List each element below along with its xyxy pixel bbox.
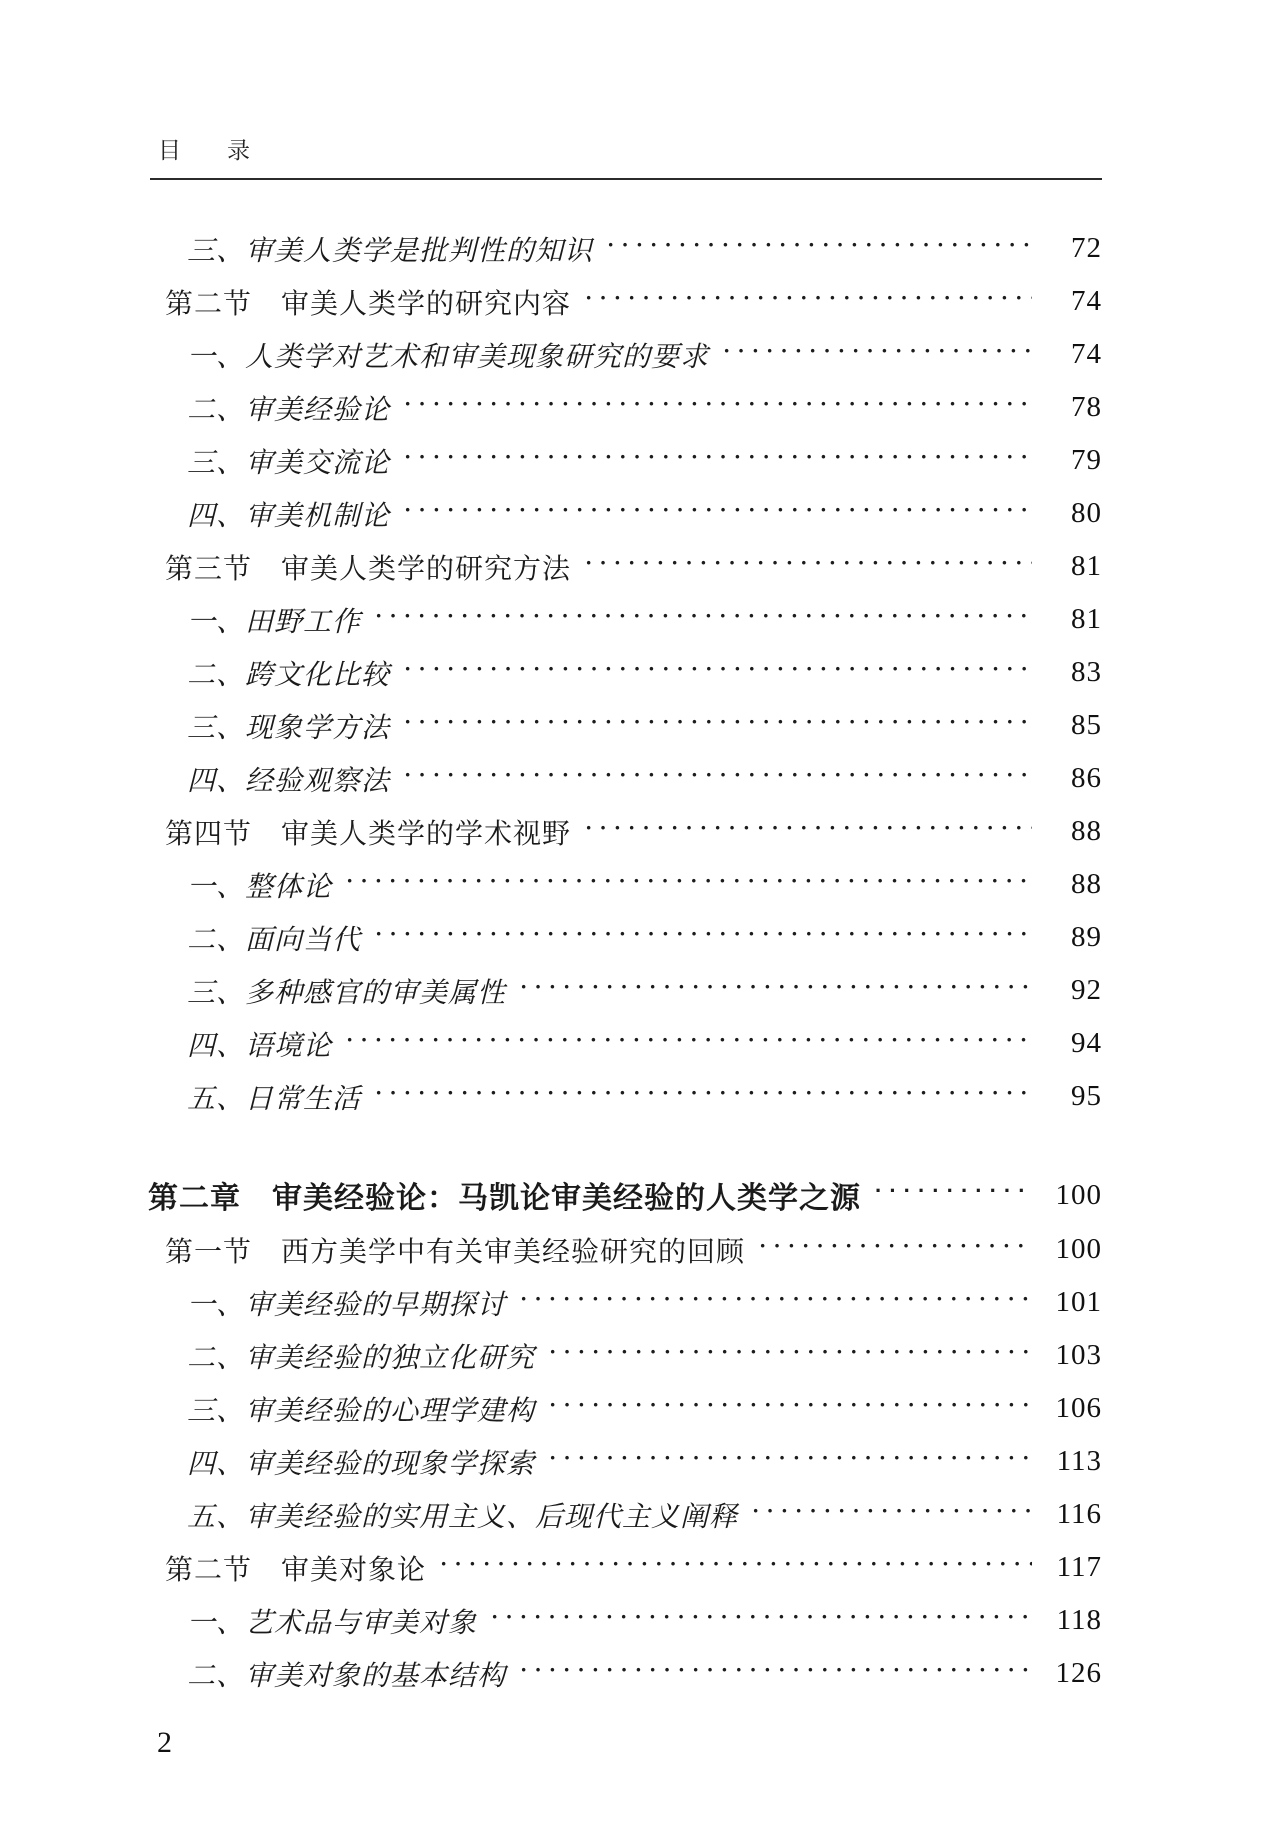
toc-entry (148, 1647, 1102, 1700)
toc-entry-title: 一、审美经验的早期探讨 (187, 1289, 507, 1321)
dot-leader (375, 1082, 1032, 1104)
toc-entry-title: 五、日常生活 (187, 1083, 362, 1115)
toc-entry-title: 第二节 审美人类学的研究内容 (165, 288, 572, 320)
toc-entry-page-number: 95 (1071, 1080, 1102, 1112)
toc-entry (148, 1488, 1102, 1541)
toc-entry (148, 1435, 1102, 1488)
toc-entry-title: 一、人类学对艺术和审美现象研究的要求 (187, 341, 710, 373)
toc-entry-page-number: 118 (1056, 1604, 1102, 1636)
toc-entry-page-number: 116 (1056, 1498, 1102, 1530)
dot-leader (585, 817, 1032, 839)
dot-leader (520, 976, 1032, 998)
toc-entry (148, 805, 1102, 858)
toc-entry (148, 1276, 1102, 1329)
dot-leader (375, 605, 1032, 627)
toc-entry-page-number: 106 (1055, 1392, 1102, 1424)
dot-leader (585, 552, 1032, 574)
running-header-title: 目录 (158, 138, 296, 163)
dot-leader (346, 870, 1032, 892)
toc-entry (148, 1070, 1102, 1123)
toc-entry-page-number: 74 (1071, 285, 1102, 317)
toc-entry (148, 964, 1102, 1017)
toc-entry (148, 858, 1102, 911)
toc-entry-page-number: 86 (1071, 762, 1102, 794)
toc-entry (148, 593, 1102, 646)
toc-entry (148, 1167, 1102, 1223)
dot-leader (491, 1606, 1032, 1628)
dot-leader (549, 1341, 1032, 1363)
toc-entry-page-number: 100 (1055, 1178, 1102, 1211)
toc-entry (148, 540, 1102, 593)
toc-entry-title: 第二章 审美经验论：马凯论审美经验的人类学之源 (148, 1182, 861, 1215)
toc-entry-page-number: 126 (1055, 1657, 1102, 1689)
toc-entry-page-number: 94 (1071, 1027, 1102, 1059)
toc-entry-title: 二、跨文化比较 (187, 659, 391, 691)
toc-entry (148, 1382, 1102, 1435)
toc-entry-title: 三、多种感官的审美属性 (187, 977, 507, 1009)
toc-entry-page-number: 79 (1071, 444, 1102, 476)
toc-entry (148, 328, 1102, 381)
dot-leader (404, 446, 1032, 468)
toc-entry-title: 第四节 审美人类学的学术视野 (165, 818, 572, 850)
toc-entry-title: 三、审美经验的心理学建构 (187, 1395, 536, 1427)
dot-leader (723, 340, 1032, 362)
toc-entry-title: 三、现象学方法 (187, 712, 391, 744)
toc-entry-page-number: 80 (1071, 497, 1102, 529)
dot-leader (440, 1553, 1032, 1575)
dot-leader (404, 658, 1032, 680)
dot-leader (875, 1180, 1032, 1202)
toc-entry-title: 二、面向当代 (187, 924, 362, 956)
toc-entry-page-number: 88 (1071, 815, 1102, 847)
toc-entry (148, 1329, 1102, 1382)
toc-entry-page-number: 78 (1071, 391, 1102, 423)
dot-leader (404, 711, 1032, 733)
toc-entry-page-number: 103 (1055, 1339, 1102, 1371)
toc-entry-title: 四、语境论 (187, 1030, 333, 1062)
toc-entry-page-number: 89 (1071, 921, 1102, 953)
toc-entry-title: 第三节 审美人类学的研究方法 (165, 553, 572, 585)
dot-leader (404, 764, 1032, 786)
toc-entry-page-number: 83 (1071, 656, 1102, 688)
toc-list (148, 222, 1102, 1700)
toc-entry-title: 一、整体论 (187, 871, 333, 903)
toc-entry-page-number: 113 (1056, 1445, 1102, 1477)
dot-leader (585, 287, 1032, 309)
toc-entry (148, 646, 1102, 699)
toc-entry-page-number: 117 (1056, 1551, 1102, 1583)
toc-entry-title: 第一节 西方美学中有关审美经验研究的回顾 (165, 1236, 746, 1268)
toc-entry-title: 三、审美交流论 (187, 447, 391, 479)
toc-entry (148, 752, 1102, 805)
toc-entry-page-number: 101 (1055, 1286, 1102, 1318)
toc-entry-title: 五、审美经验的实用主义、后现代主义阐释 (187, 1501, 739, 1533)
toc-entry-page-number: 72 (1071, 232, 1102, 264)
toc-entry-title: 一、艺术品与审美对象 (187, 1607, 478, 1639)
dot-leader (752, 1500, 1032, 1522)
dot-leader (404, 393, 1032, 415)
toc-entry (148, 381, 1102, 434)
toc-entry-title: 四、经验观察法 (187, 765, 391, 797)
toc-entry (148, 1017, 1102, 1070)
toc-entry (148, 434, 1102, 487)
dot-leader (607, 234, 1032, 256)
dot-leader (549, 1394, 1032, 1416)
toc-entry-page-number: 100 (1055, 1233, 1102, 1265)
toc-entry-title: 二、审美对象的基本结构 (187, 1660, 507, 1692)
toc-entry (148, 699, 1102, 752)
toc-entry-title: 第二节 审美对象论 (165, 1554, 427, 1586)
toc-entry-title: 三、审美人类学是批判性的知识 (187, 235, 594, 267)
toc-entry (148, 1594, 1102, 1647)
toc-entry-title: 四、审美机制论 (187, 500, 391, 532)
dot-leader (346, 1029, 1032, 1051)
toc-entry-page-number: 81 (1071, 603, 1102, 635)
folio-page-number: 2 (157, 1726, 172, 1759)
dot-leader (759, 1235, 1032, 1257)
toc-entry-title: 四、审美经验的现象学探索 (187, 1448, 536, 1480)
dot-leader (375, 923, 1032, 945)
toc-entry (148, 275, 1102, 328)
toc-entry-page-number: 85 (1071, 709, 1102, 741)
toc-entry-page-number: 74 (1071, 338, 1102, 370)
toc-entry-page-number: 81 (1071, 550, 1102, 582)
dot-leader (549, 1447, 1032, 1469)
dot-leader (404, 499, 1032, 521)
toc-entry (148, 1541, 1102, 1594)
toc-entry (148, 222, 1102, 275)
toc-entry-title: 一、田野工作 (187, 606, 362, 638)
toc-entry (148, 911, 1102, 964)
toc-entry-title: 二、审美经验的独立化研究 (187, 1342, 536, 1374)
toc-entry-page-number: 92 (1071, 974, 1102, 1006)
toc-entry-page-number: 88 (1071, 868, 1102, 900)
dot-leader (520, 1659, 1032, 1681)
toc-entry (148, 1223, 1102, 1276)
header-rule (150, 178, 1102, 180)
dot-leader (520, 1288, 1032, 1310)
toc-entry (148, 487, 1102, 540)
toc-entry-title: 二、审美经验论 (187, 394, 391, 426)
